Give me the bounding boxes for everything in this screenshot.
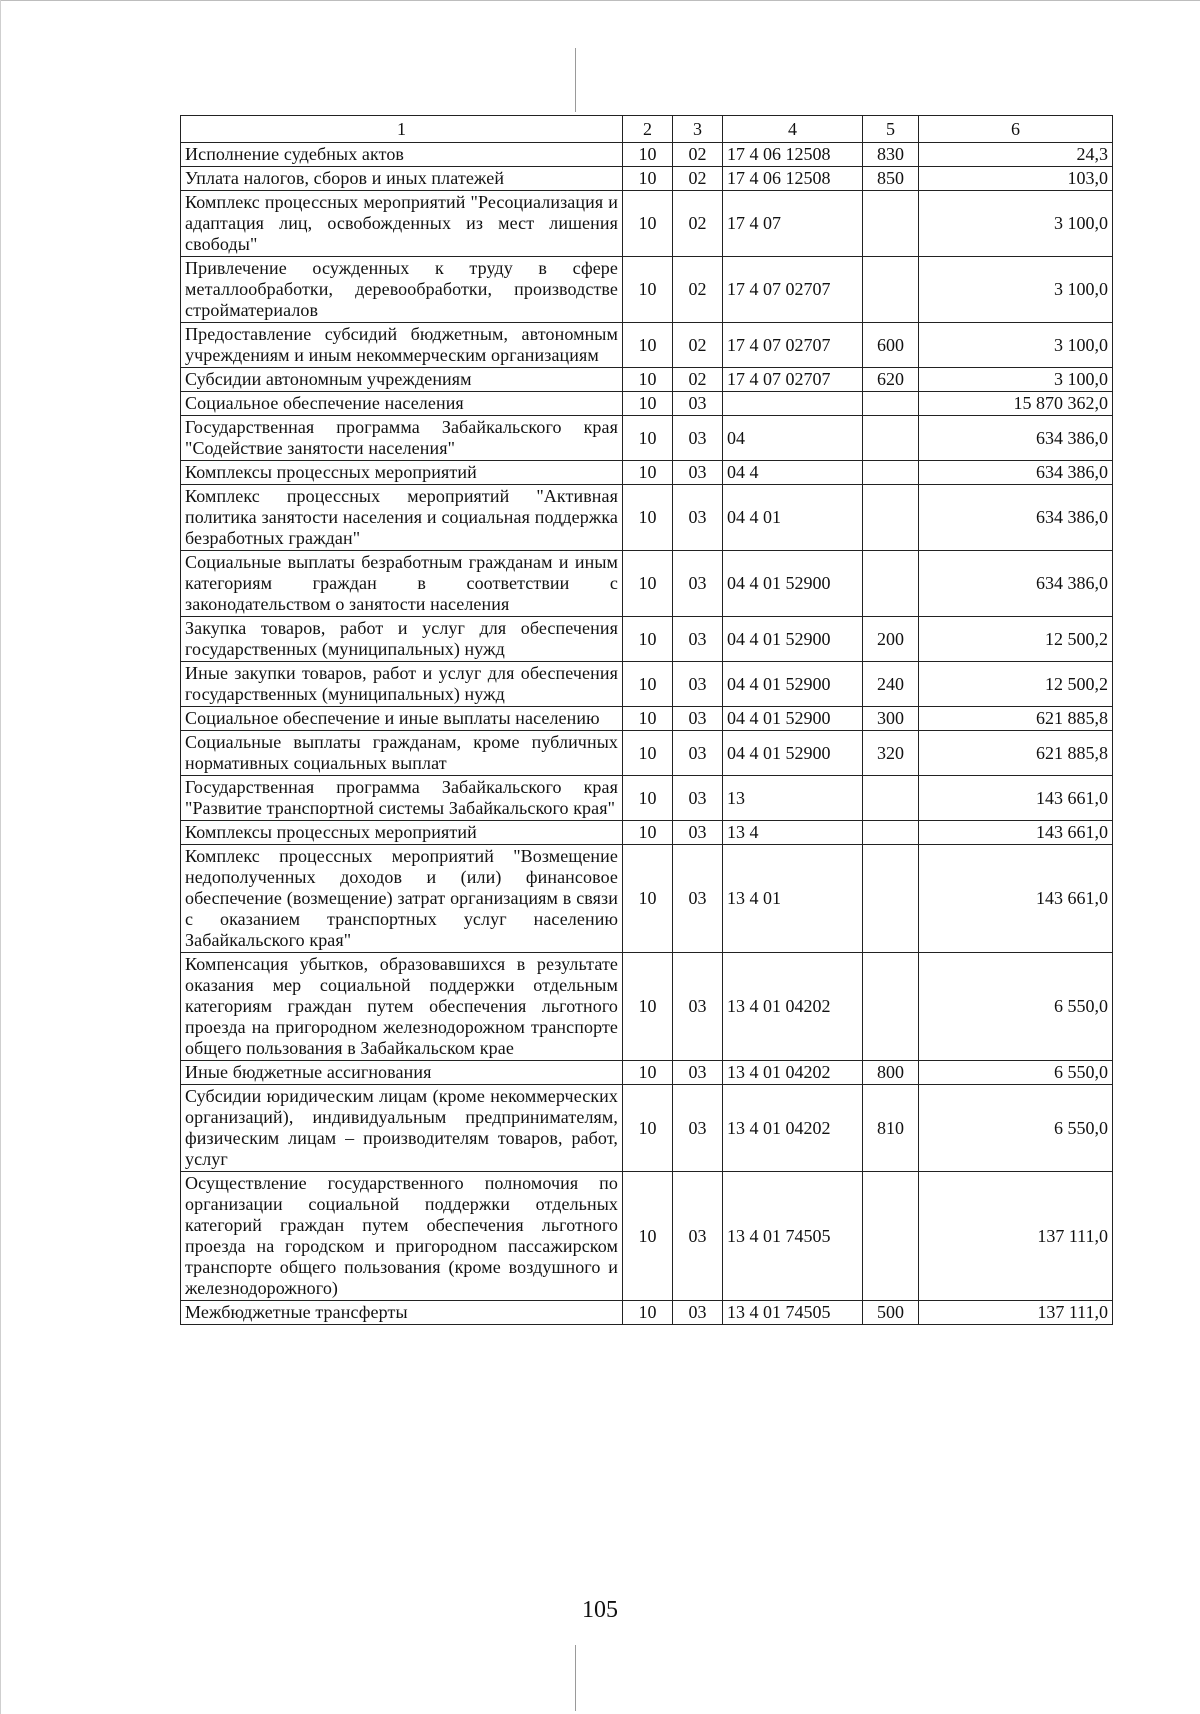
row-target-cell: 13 4 01 04202 — [723, 1061, 863, 1085]
row-amount-cell: 6 550,0 — [919, 1061, 1113, 1085]
row-name-cell: Исполнение судебных актов — [181, 143, 623, 167]
row-name-cell: Иные закупки товаров, работ и услуг для обеспечения государственных (муниципальных) нужд — [181, 662, 623, 707]
table-row — [181, 707, 1113, 731]
row-expense-type-cell — [863, 257, 919, 323]
row-expense-type-cell: 320 — [863, 731, 919, 776]
row-section-cell: 10 — [623, 662, 673, 707]
row-amount-cell: 3 100,0 — [919, 191, 1113, 257]
row-subsection-cell: 03 — [673, 416, 723, 461]
page-left-edge — [0, 0, 1, 1714]
row-section-cell: 10 — [623, 731, 673, 776]
row-subsection-cell: 03 — [673, 1085, 723, 1172]
row-section-cell: 10 — [623, 191, 673, 257]
row-expense-type-cell — [863, 1172, 919, 1301]
row-section-cell: 10 — [623, 167, 673, 191]
row-expense-type-cell: 600 — [863, 323, 919, 368]
row-expense-type-cell: 300 — [863, 707, 919, 731]
table-row — [181, 143, 1113, 167]
row-amount-cell: 621 885,8 — [919, 707, 1113, 731]
row-subsection-cell: 02 — [673, 167, 723, 191]
row-amount-cell: 634 386,0 — [919, 485, 1113, 551]
table-row — [181, 368, 1113, 392]
row-subsection-cell: 03 — [673, 1061, 723, 1085]
row-expense-type-cell — [863, 551, 919, 617]
row-target-cell: 13 4 01 — [723, 845, 863, 953]
row-name-cell: Иные бюджетные ассигнования — [181, 1061, 623, 1085]
row-expense-type-cell — [863, 845, 919, 953]
row-amount-cell: 634 386,0 — [919, 461, 1113, 485]
row-section-cell: 10 — [623, 1172, 673, 1301]
table-row — [181, 392, 1113, 416]
row-expense-type-cell: 830 — [863, 143, 919, 167]
row-expense-type-cell: 800 — [863, 1061, 919, 1085]
table-row — [181, 1172, 1113, 1301]
table-row — [181, 323, 1113, 368]
row-expense-type-cell — [863, 416, 919, 461]
row-expense-type-cell — [863, 953, 919, 1061]
row-section-cell: 10 — [623, 1085, 673, 1172]
row-expense-type-cell — [863, 191, 919, 257]
table-row — [181, 485, 1113, 551]
row-target-cell: 13 — [723, 776, 863, 821]
row-amount-cell: 143 661,0 — [919, 776, 1113, 821]
row-expense-type-cell: 240 — [863, 662, 919, 707]
row-target-cell: 17 4 07 02707 — [723, 368, 863, 392]
fold-mark-bottom — [575, 1645, 576, 1711]
row-name-cell: Социальные выплаты гражданам, кроме публичных нормативных социальных выплат — [181, 731, 623, 776]
row-subsection-cell: 02 — [673, 368, 723, 392]
header-cell-name: 1 — [181, 116, 623, 143]
row-name-cell: Субсидии автономным учреждениям — [181, 368, 623, 392]
header-cell-section: 2 — [623, 116, 673, 143]
row-section-cell: 10 — [623, 257, 673, 323]
row-name-cell: Государственная программа Забайкальского края "Развитие транспортной системы Забайкальского края" — [181, 776, 623, 821]
row-amount-cell: 137 111,0 — [919, 1301, 1113, 1325]
table-row — [181, 1085, 1113, 1172]
row-target-cell: 04 4 01 52900 — [723, 617, 863, 662]
table-row — [181, 1061, 1113, 1085]
row-section-cell: 10 — [623, 323, 673, 368]
row-name-cell: Закупка товаров, работ и услуг для обеспечения государственных (муниципальных) нужд — [181, 617, 623, 662]
row-target-cell: 17 4 07 02707 — [723, 257, 863, 323]
row-name-cell: Предоставление субсидий бюджетным, автономным учреждениям и иным некоммерческим организациям — [181, 323, 623, 368]
table-row — [181, 776, 1113, 821]
row-target-cell: 13 4 — [723, 821, 863, 845]
row-subsection-cell: 03 — [673, 1172, 723, 1301]
row-expense-type-cell — [863, 461, 919, 485]
table-row — [181, 953, 1113, 1061]
row-target-cell: 04 4 01 52900 — [723, 551, 863, 617]
table-row — [181, 257, 1113, 323]
header-cell-subsection: 3 — [673, 116, 723, 143]
row-target-cell: 17 4 06 12508 — [723, 167, 863, 191]
row-name-cell: Государственная программа Забайкальского края "Содействие занятости населения" — [181, 416, 623, 461]
row-target-cell: 17 4 06 12508 — [723, 143, 863, 167]
row-amount-cell: 3 100,0 — [919, 323, 1113, 368]
row-name-cell: Комплексы процессных мероприятий — [181, 461, 623, 485]
row-target-cell: 13 4 01 04202 — [723, 1085, 863, 1172]
row-section-cell: 10 — [623, 821, 673, 845]
row-amount-cell: 15 870 362,0 — [919, 392, 1113, 416]
row-target-cell: 04 4 01 52900 — [723, 731, 863, 776]
row-target-cell: 13 4 01 74505 — [723, 1172, 863, 1301]
row-section-cell: 10 — [623, 461, 673, 485]
table-row — [181, 191, 1113, 257]
page-number: 105 — [582, 1597, 618, 1623]
row-name-cell: Компенсация убытков, образовавшихся в результате оказания мер социальной поддержки отдельным категориям граждан путем обеспечения льготного проезда на пригородном железнодорожном транспорте общего пользования в Забайкальском крае — [181, 953, 623, 1061]
row-amount-cell: 6 550,0 — [919, 1085, 1113, 1172]
row-target-cell: 04 — [723, 416, 863, 461]
row-subsection-cell: 03 — [673, 617, 723, 662]
row-section-cell: 10 — [623, 1061, 673, 1085]
row-subsection-cell: 03 — [673, 776, 723, 821]
row-subsection-cell: 02 — [673, 191, 723, 257]
row-name-cell: Комплекс процессных мероприятий "Ресоциализация и адаптация лиц, освобожденных из мест лишения свободы" — [181, 191, 623, 257]
fold-mark-top — [575, 48, 576, 112]
row-target-cell: 04 4 — [723, 461, 863, 485]
table-row — [181, 617, 1113, 662]
row-subsection-cell: 03 — [673, 845, 723, 953]
row-amount-cell: 621 885,8 — [919, 731, 1113, 776]
table-row — [181, 551, 1113, 617]
page-top-edge — [0, 0, 1200, 1]
row-subsection-cell: 02 — [673, 257, 723, 323]
row-subsection-cell: 02 — [673, 323, 723, 368]
table-row — [181, 821, 1113, 845]
row-subsection-cell: 03 — [673, 392, 723, 416]
table-row — [181, 461, 1113, 485]
header-cell-target: 4 — [723, 116, 863, 143]
row-expense-type-cell: 850 — [863, 167, 919, 191]
row-target-cell: 17 4 07 02707 — [723, 323, 863, 368]
row-subsection-cell: 03 — [673, 1301, 723, 1325]
row-name-cell: Комплексы процессных мероприятий — [181, 821, 623, 845]
row-section-cell: 10 — [623, 143, 673, 167]
header-row — [181, 116, 1113, 143]
row-expense-type-cell — [863, 776, 919, 821]
row-target-cell: 04 4 01 52900 — [723, 707, 863, 731]
row-subsection-cell: 03 — [673, 485, 723, 551]
row-amount-cell: 6 550,0 — [919, 953, 1113, 1061]
row-subsection-cell: 03 — [673, 953, 723, 1061]
row-name-cell: Осуществление государственного полномочия по организации социальной поддержки отдельных категорий граждан путем обеспечения льготного проезда на городском и пригородном пассажирском транспорте общего пользования (кроме воздушного и железнодорожного) — [181, 1172, 623, 1301]
row-section-cell: 10 — [623, 392, 673, 416]
row-subsection-cell: 03 — [673, 821, 723, 845]
row-amount-cell: 137 111,0 — [919, 1172, 1113, 1301]
table-row — [181, 167, 1113, 191]
row-target-cell: 17 4 07 — [723, 191, 863, 257]
row-name-cell: Уплата налогов, сборов и иных платежей — [181, 167, 623, 191]
row-target-cell: 04 4 01 52900 — [723, 662, 863, 707]
row-expense-type-cell — [863, 392, 919, 416]
row-amount-cell: 143 661,0 — [919, 845, 1113, 953]
row-subsection-cell: 03 — [673, 707, 723, 731]
header-cell-expense-type: 5 — [863, 116, 919, 143]
row-amount-cell: 634 386,0 — [919, 551, 1113, 617]
row-section-cell: 10 — [623, 953, 673, 1061]
row-name-cell: Межбюджетные трансферты — [181, 1301, 623, 1325]
row-name-cell: Социальное обеспечение и иные выплаты населению — [181, 707, 623, 731]
budget-table — [180, 115, 1113, 1325]
row-expense-type-cell — [863, 821, 919, 845]
row-section-cell: 10 — [623, 776, 673, 821]
row-expense-type-cell: 200 — [863, 617, 919, 662]
row-expense-type-cell: 620 — [863, 368, 919, 392]
row-section-cell: 10 — [623, 707, 673, 731]
row-section-cell: 10 — [623, 845, 673, 953]
row-expense-type-cell: 810 — [863, 1085, 919, 1172]
row-name-cell: Социальное обеспечение населения — [181, 392, 623, 416]
row-section-cell: 10 — [623, 1301, 673, 1325]
table-row — [181, 662, 1113, 707]
table-row — [181, 731, 1113, 776]
row-name-cell: Комплекс процессных мероприятий "Активная политика занятости населения и социальная поддержка безработных граждан" — [181, 485, 623, 551]
row-section-cell: 10 — [623, 368, 673, 392]
table-row — [181, 1301, 1113, 1325]
row-amount-cell: 24,3 — [919, 143, 1113, 167]
table-row — [181, 845, 1113, 953]
row-amount-cell: 634 386,0 — [919, 416, 1113, 461]
row-amount-cell: 103,0 — [919, 167, 1113, 191]
row-amount-cell: 12 500,2 — [919, 662, 1113, 707]
row-amount-cell: 12 500,2 — [919, 617, 1113, 662]
row-section-cell: 10 — [623, 485, 673, 551]
row-target-cell — [723, 392, 863, 416]
row-amount-cell: 143 661,0 — [919, 821, 1113, 845]
row-section-cell: 10 — [623, 551, 673, 617]
row-amount-cell: 3 100,0 — [919, 257, 1113, 323]
header-cell-amount: 6 — [919, 116, 1113, 143]
row-subsection-cell: 03 — [673, 461, 723, 485]
row-target-cell: 13 4 01 04202 — [723, 953, 863, 1061]
table-row — [181, 416, 1113, 461]
row-expense-type-cell — [863, 485, 919, 551]
row-name-cell: Комплекс процессных мероприятий "Возмещение недополученных доходов и (или) финансовое обеспечение (возмещение) затрат организациям в связи с оказанием транспортных услуг населению Забайкальского края" — [181, 845, 623, 953]
row-target-cell: 13 4 01 74505 — [723, 1301, 863, 1325]
row-name-cell: Привлечение осужденных к труду в сфере металлообработки, деревообработки, производстве стройматериалов — [181, 257, 623, 323]
row-name-cell: Субсидии юридическим лицам (кроме некоммерческих организаций), индивидуальным предпринимателям, физическим лицам – производителям товаров, работ, услуг — [181, 1085, 623, 1172]
row-section-cell: 10 — [623, 416, 673, 461]
row-amount-cell: 3 100,0 — [919, 368, 1113, 392]
row-section-cell: 10 — [623, 617, 673, 662]
row-subsection-cell: 03 — [673, 662, 723, 707]
row-subsection-cell: 03 — [673, 551, 723, 617]
row-target-cell: 04 4 01 — [723, 485, 863, 551]
row-subsection-cell: 02 — [673, 143, 723, 167]
row-expense-type-cell: 500 — [863, 1301, 919, 1325]
row-name-cell: Социальные выплаты безработным гражданам и иным категориям граждан в соответствии с законодательством о занятости населения — [181, 551, 623, 617]
row-subsection-cell: 03 — [673, 731, 723, 776]
